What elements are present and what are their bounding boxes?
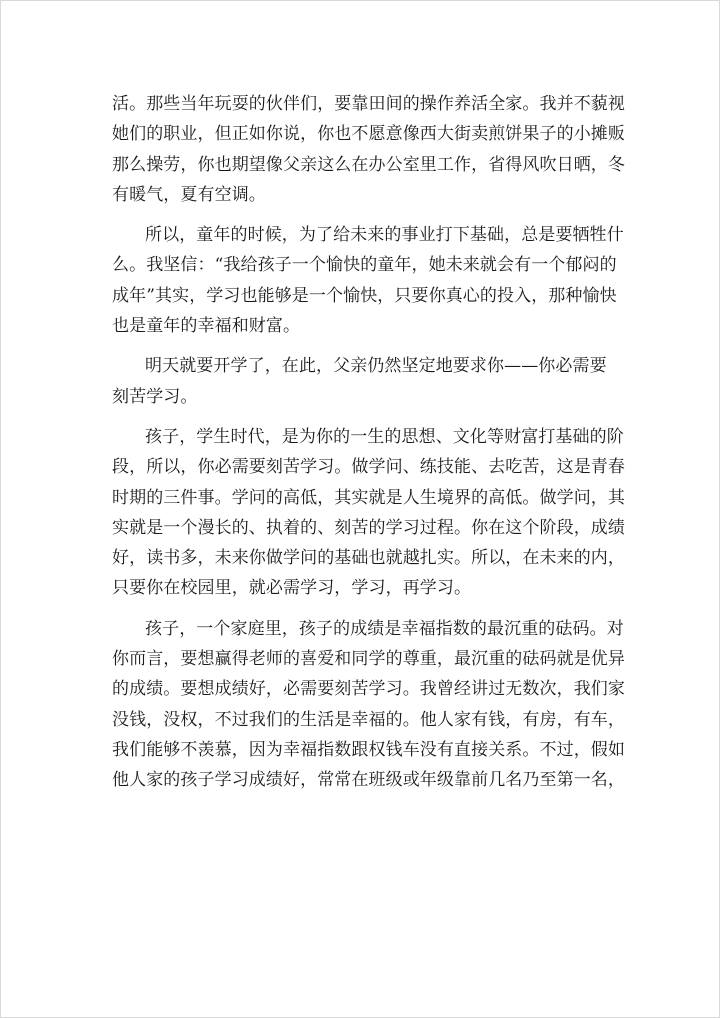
text-line: 孩子，一个家庭里，孩子的成绩是幸福指数的最沉重的砝码。对 — [145, 618, 624, 639]
text-line: 孩子，学生时代，是为你的一生的思想、文化等财富打基础的阶 — [145, 426, 624, 447]
text-line: 好，读书多，未来你做学问的基础也就越扎实。所以，在未来的内， — [112, 548, 625, 569]
text-line: 也是童年的幸福和财富。 — [112, 316, 301, 337]
text-line: 的成绩。要想成绩好，必需要刻苦学习。我曾经讲过无数次，我们家 — [112, 679, 625, 700]
text-line: 他人家的孩子学习成绩好，常常在班级或年级靠前几名乃至第一名， — [112, 770, 625, 791]
paragraph-2 — [112, 220, 624, 341]
text-line: 实就是一个漫长的、执着的、刻苦的学习过程。你在这个阶段，成绩 — [112, 517, 625, 538]
text-line: 时期的三件事。学问的高低，其实就是人生境界的高低。做学问，其 — [112, 487, 625, 508]
text-line: 我们能够不羡慕，因为幸福指数跟权钱车没有直接关系。不过，假如 — [112, 739, 625, 760]
paragraph-5 — [112, 614, 625, 796]
text-line: 只要你在校园里，就必需学习，学习，再学习。 — [112, 578, 472, 599]
text-line: 你而言，要想赢得老师的喜爱和同学的尊重，最沉重的砝码就是优异 — [112, 649, 625, 670]
document-body — [112, 89, 625, 796]
text-line: 活。那些当年玩耍的伙伴们，要靠田间的操作养活全家。我并不藐视 — [112, 94, 625, 114]
text-line: 么。我坚信：“我给孩子一个愉快的童年，她未来就会有一个郁闷的 — [112, 255, 617, 276]
paragraph-4 — [112, 422, 625, 604]
paragraph-3 — [112, 351, 614, 412]
text-line: 成年”其实，学习也能够是一个愉快，只要你真心的投入，那种愉快 — [112, 285, 617, 306]
text-line: 所以，童年的时候，为了给未来的事业打下基础，总是要牺牲什 — [145, 225, 624, 246]
text-line: 有暖气，夏有空调。 — [112, 184, 266, 205]
text-line: 没钱，没权，不过我们的生活是幸福的。他人家有钱，有房，有车， — [112, 709, 625, 730]
text-line: 明天就要开学了，在此，父亲仍然坚定地要求你——你必需要 — [145, 356, 607, 377]
text-line: 段，所以，你必需要刻苦学习。做学问、练技能、去吃苦，这是青春 — [112, 457, 625, 478]
text-line: 那么操劳，你也期望像父亲这么在办公室里工作，省得风吹日晒，冬 — [112, 154, 625, 175]
text-line: 她们的职业，但正如你说，你也不愿意像西大街卖煎饼果子的小摊贩 — [112, 124, 625, 145]
text-line: 刻苦学习。 — [112, 386, 198, 407]
paragraph-1 — [112, 89, 625, 210]
